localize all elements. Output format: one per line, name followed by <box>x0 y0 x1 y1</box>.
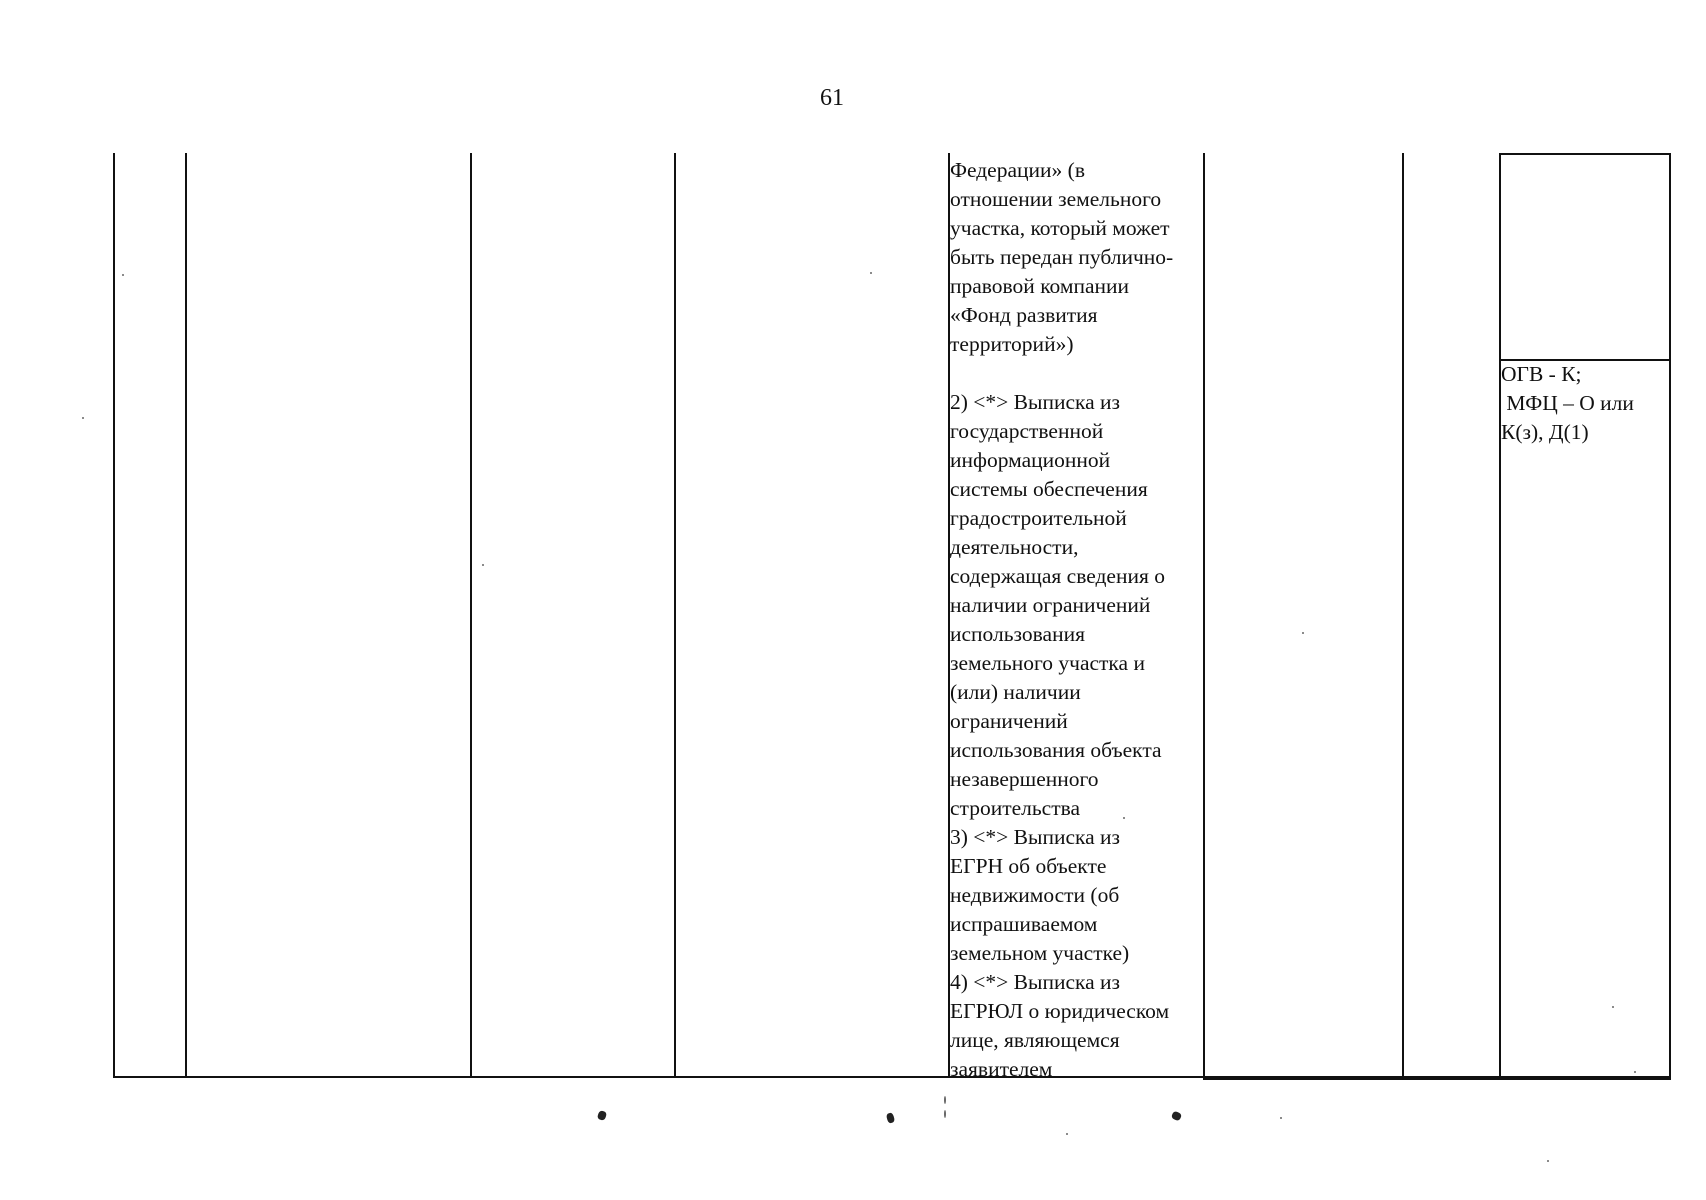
documents-cell-line: «Фонд развития <box>950 303 1098 327</box>
documents-cell-line: (или) наличии <box>950 680 1081 704</box>
documents-cell-line: Федерации» (в <box>950 158 1085 182</box>
documents-cell-line: государственной <box>950 419 1104 443</box>
result-code-line: К(з), Д(1) <box>1501 420 1589 444</box>
table-border-col-3 <box>470 153 472 1078</box>
table-bottom-border-right <box>1203 1078 1671 1080</box>
documents-cell-line: ЕГРН об объекте <box>950 854 1107 878</box>
documents-cell-line: использования объекта <box>950 738 1162 762</box>
documents-cell-line: земельном участке) <box>950 941 1130 965</box>
documents-cell-text <box>950 156 1173 1084</box>
scan-speck <box>1612 1006 1614 1008</box>
table-border-col-9 <box>1669 153 1671 1080</box>
table-border-col-7 <box>1402 153 1404 1080</box>
scan-speck <box>1123 817 1125 819</box>
documents-cell-line: деятельности, <box>950 535 1079 559</box>
scan-speck <box>1547 1160 1549 1162</box>
table-border-col-4 <box>674 153 676 1078</box>
scan-ink-blot <box>1171 1110 1183 1121</box>
documents-cell-line: градостроительной <box>950 506 1127 530</box>
documents-cell-line: незавершенного <box>950 767 1099 791</box>
documents-cell-line: содержащая сведения о <box>950 564 1165 588</box>
scan-speck <box>870 272 872 274</box>
documents-cell-line: территорий») <box>950 332 1074 356</box>
scan-speck <box>944 1096 946 1104</box>
documents-cell-line: быть передан публично- <box>950 245 1174 269</box>
documents-cell-line: ограничений <box>950 709 1068 733</box>
documents-cell-line: 4) <*> Выписка из <box>950 970 1121 994</box>
documents-cell-line: отношении земельного <box>950 187 1162 211</box>
scan-speck <box>1302 632 1304 634</box>
scan-ink-blot <box>597 1110 608 1121</box>
scan-speck <box>1066 1133 1068 1135</box>
table-border-col-6 <box>1203 153 1205 1080</box>
documents-cell-line: лице, являющемся <box>950 1028 1120 1052</box>
documents-cell-line: земельного участка и <box>950 651 1145 675</box>
table-border-col-1 <box>113 153 115 1078</box>
scan-ink-blot <box>886 1112 895 1123</box>
documents-cell-line: 3) <*> Выписка из <box>950 825 1121 849</box>
documents-cell-line: правовой компании <box>950 274 1130 298</box>
documents-cell-line: информационной <box>950 448 1111 472</box>
documents-cell-line: 2) <*> Выписка из <box>950 390 1121 414</box>
scan-speck <box>82 417 84 419</box>
scan-speck <box>1634 1071 1636 1073</box>
scan-speck <box>482 564 484 566</box>
documents-cell-line <box>950 359 1173 388</box>
documents-cell-line: ЕГРЮЛ о юридическом <box>950 999 1170 1023</box>
page-number: 61 <box>820 85 844 111</box>
table-border-col-8 <box>1499 153 1501 1080</box>
documents-cell-line: системы обеспечения <box>950 477 1148 501</box>
result-code-line: МФЦ – О или <box>1501 391 1634 415</box>
documents-cell-line: испрашиваемом <box>950 912 1098 936</box>
scan-speck <box>944 1110 946 1118</box>
table-border-col-2 <box>185 153 187 1078</box>
table-top-border-last-column <box>1499 153 1671 155</box>
documents-cell-line: наличии ограничений <box>950 593 1151 617</box>
documents-cell-line: недвижимости (об <box>950 883 1120 907</box>
scan-speck <box>1280 1117 1282 1119</box>
result-code-line: ОГВ - К; <box>1501 362 1582 386</box>
scan-speck <box>122 274 124 276</box>
documents-cell-line: строительства <box>950 796 1081 820</box>
documents-cell-line: участка, который может <box>950 216 1170 240</box>
documents-cell-line: использования <box>950 622 1085 646</box>
documents-cell-line: заявителем <box>950 1057 1053 1081</box>
result-code-cell-text <box>1501 360 1634 447</box>
